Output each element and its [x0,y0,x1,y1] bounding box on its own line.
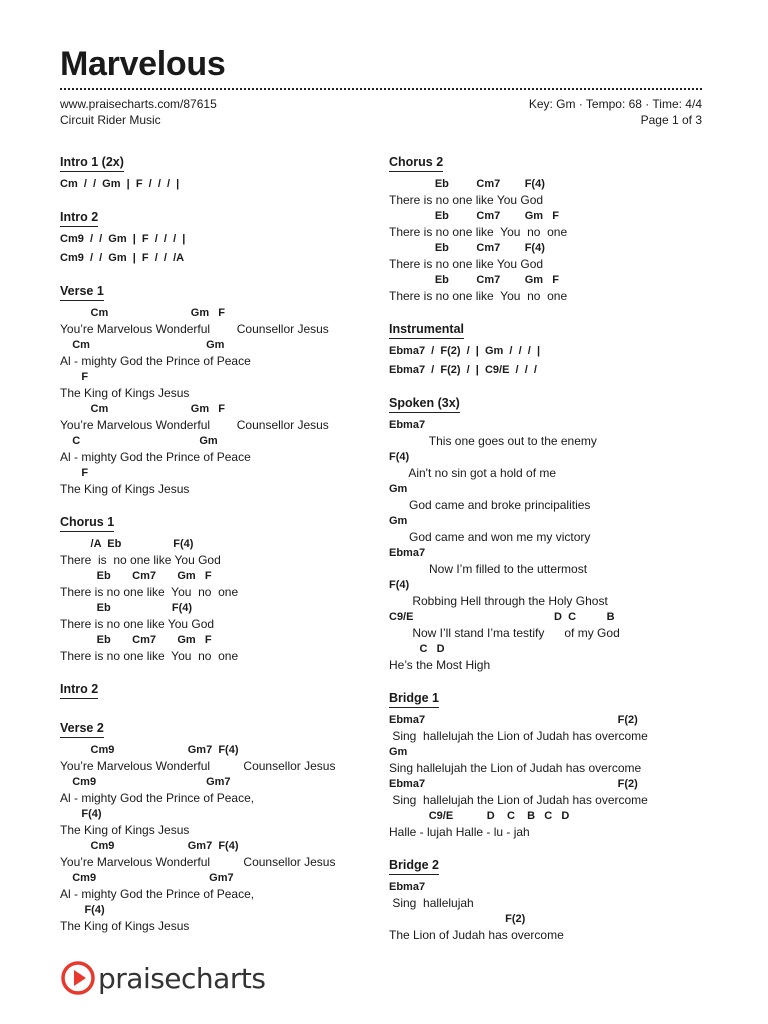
lyric-line: You’re Marvelous Wonderful Counsellor Jesus [60,855,336,869]
chord-line: Cm9 Gm7 F(4) [60,744,239,756]
logo-wordmark: praisecharts [98,961,266,995]
section-title: Verse 2 [60,721,104,738]
section-intro-2-repeat [60,680,380,703]
lyric-line: Robbing Hell through the Holy Ghost [389,594,608,608]
chord-line: F(2) [389,913,526,925]
chord-line: Ebma7 [389,419,426,431]
chord-line: F [60,371,89,383]
section-title: Intro 2 [60,682,98,699]
chord-line: Gm [389,515,408,527]
chord-line: Cm Gm F [60,307,226,319]
lyric-line: There is no one like You God [60,617,215,631]
section-title: Chorus 2 [389,155,443,172]
section-intro-1 [60,153,380,192]
lyric-line: God came and won me my victory [389,530,591,544]
chord-line: Eb Cm7 Gm F [60,570,212,582]
chord-line: Eb Cm7 Gm F [389,274,559,286]
lyric-line: You’re Marvelous Wonderful Counsellor Jesus [60,322,329,336]
chord-line: C Gm [60,435,218,447]
chord-line: Eb Cm7 Gm F [389,210,559,222]
chord-grid-line: Cm9 / / Gm | F / / / | [60,233,186,245]
song-title: Marvelous [60,45,226,83]
chord-line: F(4) [389,579,410,591]
section-bridge-1 [389,689,719,840]
chord-line: Ebma7 [389,547,426,559]
lyric-line: You’re Marvelous Wonderful Counsellor Jesus [60,418,329,432]
chord-grid-line: Cm / / Gm | F / / / | [60,178,180,190]
lyric-line: There is no one like You no one [60,649,239,663]
page-number: Page 1 of 3 [640,113,702,127]
key-tempo-time: Key: Gm · Tempo: 68 · Time: 4/4 [528,97,702,111]
chord-line: Eb Cm7 Gm F [60,634,212,646]
lyric-line: Halle - lujah Halle - lu - jah [389,825,530,839]
title-divider [60,88,702,90]
lyric-line: Ain't no sin got a hold of me [389,466,557,480]
section-title: Intro 1 (2x) [60,155,124,172]
chord-line: Ebma7 [389,881,426,893]
lyric-line: The King of Kings Jesus [60,823,190,837]
chord-line: C9/E D C B C D [389,810,570,822]
lyric-line: There is no one like You God [389,257,544,271]
section-verse-1 [60,282,380,497]
chord-line: Gm [389,483,408,495]
lyric-line: Al - mighty God the Prince of Peace, [60,791,255,805]
section-intro-2 [60,208,380,266]
lyric-line: There is no one like You God [389,193,544,207]
section-verse-2 [60,719,380,934]
section-title: Spoken (3x) [389,396,460,413]
lyric-line: You’re Marvelous Wonderful Counsellor Jesus [60,759,336,773]
chord-line: Ebma7 F(2) [389,714,638,726]
chord-line: F(4) [60,904,105,916]
lyric-line: Al - mighty God the Prince of Peace [60,450,251,464]
section-bridge-2 [389,856,719,943]
chord-line: Cm9 Gm7 [60,872,234,884]
chord-line: F(4) [389,451,410,463]
lyric-line: Sing hallelujah the Lion of Judah has overcome [389,729,648,743]
chord-grid-line: Cm9 / / Gm | F / / /A [60,252,185,264]
section-title: Verse 1 [60,284,104,301]
section-chorus-1 [60,513,380,664]
chord-line: Eb Cm7 F(4) [389,242,545,254]
chord-grid-line: Ebma7 / F(2) / | C9/E / / / [389,364,537,376]
chord-line: /A Eb F(4) [60,538,194,550]
chord-line: F [60,467,89,479]
section-title: Intro 2 [60,210,98,227]
lyric-line: Now I’m filled to the uttermost [389,562,588,576]
lyric-line: Al - mighty God the Prince of Peace [60,354,251,368]
lyric-line: There is no one like You God [60,553,221,567]
chord-line: Cm Gm F [60,403,226,415]
chord-line: F(4) [60,808,102,820]
lyric-line: The King of Kings Jesus [60,919,190,933]
lyric-line: Al - mighty God the Prince of Peace, [60,887,255,901]
praisecharts-logo[interactable] [60,958,265,998]
lyric-line: The King of Kings Jesus [60,482,190,496]
chord-line: C D [389,643,445,655]
section-title: Bridge 2 [389,858,439,875]
lyric-line: The King of Kings Jesus [60,386,190,400]
lyric-line: This one goes out to the enemy [389,434,597,448]
section-instrumental [389,320,719,378]
chord-line: Cm9 Gm7 F(4) [60,840,239,852]
section-title: Instrumental [389,322,464,339]
lyric-line: God came and broke principalities [389,498,591,512]
left-column [60,153,380,950]
chord-line: Cm Gm [60,339,225,351]
section-spoken [389,394,719,673]
chord-line: Eb F(4) [60,602,193,614]
chord-line: Gm [389,746,408,758]
chord-line: C9/E D C B [389,611,615,623]
chord-line: Eb Cm7 F(4) [389,178,545,190]
right-column [389,153,719,959]
lyric-line: He’s the Most High [389,658,491,672]
chord-line: Ebma7 F(2) [389,778,638,790]
lyric-line: There is no one like You no one [389,289,568,303]
play-circle-logo-icon [60,960,96,996]
section-chorus-2 [389,153,719,304]
lyric-line: There is no one like You no one [389,225,568,239]
lyric-line: The Lion of Judah has overcome [389,928,564,942]
publisher: Circuit Rider Music [60,113,161,127]
chord-grid-line: Ebma7 / F(2) / | Gm / / / | [389,345,541,357]
section-title: Chorus 1 [60,515,114,532]
source-url[interactable]: www.praisecharts.com/87615 [60,97,217,111]
lyric-line: Sing hallelujah the Lion of Judah has overcome [389,761,642,775]
lyric-line: Sing hallelujah the Lion of Judah has overcome [389,793,648,807]
lyric-line: Now I’ll stand I’ma testify of my God [389,626,620,640]
lyric-line: Sing hallelujah [389,896,474,910]
chord-line: Cm9 Gm7 [60,776,231,788]
lyric-line: There is no one like You no one [60,585,239,599]
section-title: Bridge 1 [389,691,439,708]
